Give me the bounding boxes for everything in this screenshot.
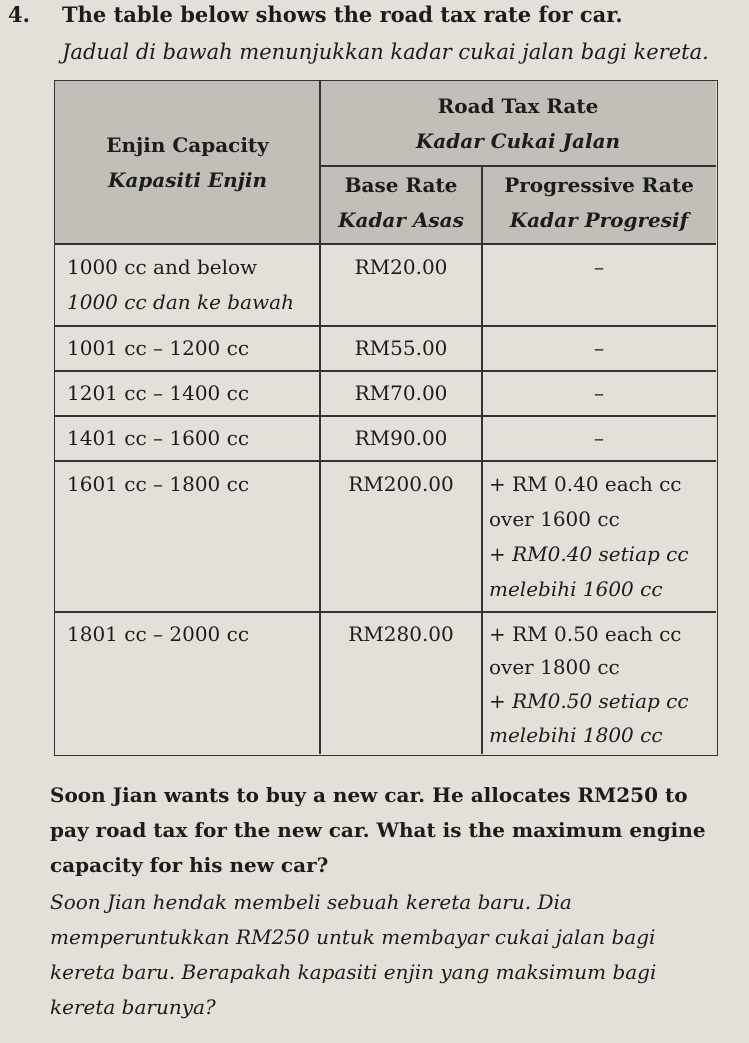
row2-capacity: 1001 cc – 1200 cc bbox=[67, 336, 250, 360]
row1-capacity-ms: 1000 cc dan ke bawah bbox=[67, 290, 294, 314]
row5-progressive-ms-2: melebihi 1600 cc bbox=[489, 577, 663, 601]
grid-line bbox=[319, 81, 321, 754]
row5-progressive-en-1: + RM 0.40 each cc bbox=[489, 472, 682, 496]
paragraph-ms-line: kereta barunya? bbox=[50, 995, 216, 1019]
header-progressive-ms: Kadar Progresif bbox=[509, 208, 689, 232]
paragraph-en-line: capacity for his new car? bbox=[50, 853, 329, 877]
row3-progressive: – bbox=[594, 381, 604, 405]
row6-capacity: 1801 cc – 2000 cc bbox=[67, 622, 250, 646]
paragraph-ms-line: Soon Jian hendak membeli sebuah kereta baru. Dia bbox=[50, 890, 572, 914]
grid-line bbox=[55, 370, 716, 372]
grid-line bbox=[55, 243, 716, 245]
row1-progressive: – bbox=[594, 255, 604, 279]
row4-progressive: – bbox=[594, 426, 604, 450]
paragraph-ms-line: memperuntukkan RM250 untuk membayar cukai jalan bagi bbox=[50, 925, 656, 949]
question-title-en: The table below shows the road tax rate for car. bbox=[62, 2, 623, 27]
row5-progressive-en-2: over 1600 cc bbox=[489, 507, 620, 531]
row6-progressive-en-2: over 1800 cc bbox=[489, 655, 620, 679]
row1-capacity-en: 1000 cc and below bbox=[67, 255, 258, 279]
grid-line bbox=[55, 460, 716, 462]
row5-capacity: 1601 cc – 1800 cc bbox=[67, 472, 250, 496]
paragraph-en-line: pay road tax for the new car. What is the maximum engine bbox=[50, 818, 706, 842]
row5-base-rate: RM200.00 bbox=[348, 472, 454, 496]
question-number: 4. bbox=[8, 2, 30, 27]
paragraph-en-line: Soon Jian wants to buy a new car. He allocates RM250 to bbox=[50, 783, 688, 807]
header-base-ms: Kadar Asas bbox=[338, 208, 464, 232]
row2-progressive: – bbox=[594, 336, 604, 360]
grid-line bbox=[55, 325, 716, 327]
row4-base-rate: RM90.00 bbox=[354, 426, 448, 450]
question-title-ms: Jadual di bawah menunjukkan kadar cukai jalan bagi kereta. bbox=[62, 40, 709, 64]
question-paragraph-ms bbox=[50, 885, 720, 1025]
row6-base-rate: RM280.00 bbox=[348, 622, 454, 646]
grid-line bbox=[55, 415, 716, 417]
row6-progressive-ms-1: + RM0.50 setiap cc bbox=[489, 689, 689, 713]
row2-base-rate: RM55.00 bbox=[354, 336, 448, 360]
row6-progressive-ms-2: melebihi 1800 cc bbox=[489, 723, 663, 747]
row5-progressive-ms-1: + RM0.40 setiap cc bbox=[489, 542, 689, 566]
row3-base-rate: RM70.00 bbox=[354, 381, 448, 405]
row3-capacity: 1201 cc – 1400 cc bbox=[67, 381, 250, 405]
row4-capacity: 1401 cc – 1600 cc bbox=[67, 426, 250, 450]
header-progressive-en: Progressive Rate bbox=[504, 173, 694, 197]
header-base-en: Base Rate bbox=[344, 173, 458, 197]
header-road-tax-ms: Kadar Cukai Jalan bbox=[415, 129, 621, 153]
paragraph-ms-line: kereta baru. Berapakah kapasiti enjin yang maksimum bagi bbox=[50, 960, 657, 984]
grid-line bbox=[320, 165, 716, 167]
grid-line bbox=[55, 611, 716, 613]
road-tax-table bbox=[54, 80, 718, 756]
header-engine-ms: Kapasiti Enjin bbox=[107, 168, 268, 192]
row6-progressive-en-1: + RM 0.50 each cc bbox=[489, 622, 682, 646]
header-engine-en: Enjin Capacity bbox=[106, 133, 269, 157]
header-road-tax-en: Road Tax Rate bbox=[437, 94, 599, 118]
question-paragraph-en bbox=[50, 778, 720, 883]
row1-base-rate: RM20.00 bbox=[354, 255, 448, 279]
